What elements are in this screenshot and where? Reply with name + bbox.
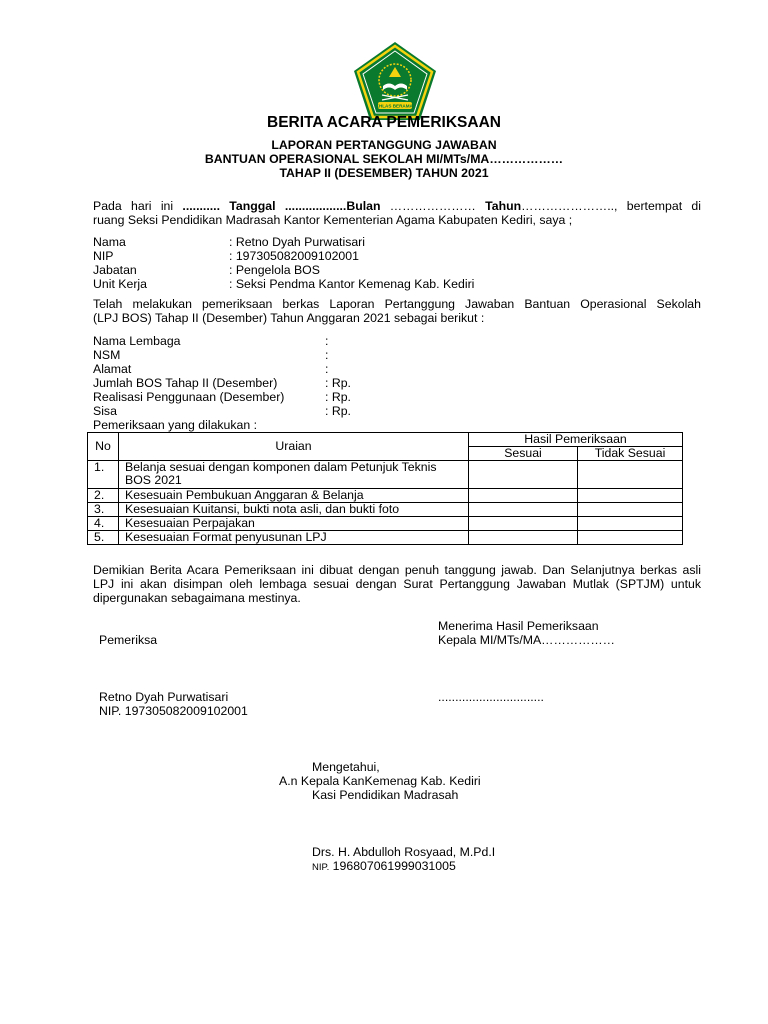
institution-value: : Rp.	[325, 376, 351, 390]
acknowledge-label: Mengetahui,	[312, 760, 380, 774]
institution-value: :	[325, 362, 329, 376]
statement-line-2: (LPJ BOS) Tahap II (Desember) Tahun Anggaran 2021 sebagai berikut :	[93, 311, 485, 325]
institution-label: Jumlah BOS Tahap II (Desember)	[93, 376, 278, 390]
examination-table	[87, 432, 683, 545]
table-row	[88, 489, 683, 503]
table-row	[88, 461, 683, 489]
officer-label: Nama	[93, 235, 126, 249]
table-row	[88, 517, 683, 531]
officer-value: : 197305082009102001	[229, 249, 359, 263]
receiver-title-2: Kepala MI/MTs/MA………………	[438, 633, 615, 647]
exam-label: Pemeriksaan yang dilakukan :	[93, 418, 258, 432]
header-uraian: Uraian	[119, 433, 469, 461]
row-no: 3.	[88, 503, 119, 517]
row-sesuai-cell	[469, 531, 578, 545]
officer-label: Unit Kerja	[93, 277, 147, 291]
institution-value: :	[325, 348, 329, 362]
table-header-row	[88, 433, 683, 447]
intro-line-1: Pada hari ini ........... Tanggal ..................Bulan ………………… Tahun………………….., bertempat di	[93, 199, 701, 213]
officer-label: Jabatan	[93, 263, 137, 277]
header-no: No	[88, 433, 119, 461]
row-uraian: Kesesuain Pembukuan Anggaran & Belanja	[119, 489, 469, 503]
row-no: 2.	[88, 489, 119, 503]
officer-value: : Pengelola BOS	[229, 263, 320, 277]
row-sesuai-cell	[469, 461, 578, 489]
header-tidak-sesuai: Tidak Sesuai	[578, 447, 683, 461]
acknowledge-authority: A.n Kepala KanKemenag Kab. Kediri	[279, 774, 481, 788]
statement-line-1: Telah melakukan pemeriksaan berkas Laporan Pertanggung Jawaban Bantuan Operasional Sekolah	[93, 297, 701, 311]
row-tidak-sesuai-cell	[578, 489, 683, 503]
head-nip	[312, 859, 456, 875]
institution-label: Alamat	[93, 362, 132, 376]
header-sesuai: Sesuai	[469, 447, 578, 461]
row-tidak-sesuai-cell	[578, 531, 683, 545]
institution-value: : Rp.	[325, 404, 351, 418]
document-title: BERITA ACARA PEMERIKSAAN	[267, 114, 501, 131]
closing-line-3: dipergunakan sebagaimana mestinya.	[93, 591, 301, 605]
officer-value: : Retno Dyah Purwatisari	[229, 235, 366, 249]
closing-line-1: Demikian Berita Acara Pemeriksaan ini dibuat dengan penuh tanggung jawab. Dan Selanjutnya berkas asli	[93, 563, 701, 577]
kemenag-emblem-icon	[352, 40, 438, 122]
officer-label: NIP	[93, 249, 114, 263]
row-tidak-sesuai-cell	[578, 517, 683, 531]
subtitle-1: LAPORAN PERTANGGUNG JAWABAN	[271, 138, 497, 152]
row-no: 4.	[88, 517, 119, 531]
institution-value: :	[325, 334, 329, 348]
receiver-name-placeholder: ...............................	[438, 690, 544, 704]
table-row	[88, 503, 683, 517]
logo-motto: IKHLAS BERAMAL	[374, 103, 416, 109]
institution-value: : Rp.	[325, 390, 351, 404]
receiver-title-1: Menerima Hasil Pemeriksaan	[438, 619, 599, 633]
header-hasil: Hasil Pemeriksaan	[469, 433, 683, 447]
row-uraian: Kesesuaian Format penyusunan LPJ	[119, 531, 469, 545]
head-nip-label: NIP.	[312, 862, 330, 873]
institution-label: NSM	[93, 348, 121, 362]
row-sesuai-cell	[469, 489, 578, 503]
officer-value: : Seksi Pendma Kantor Kemenag Kab. Kediri	[229, 277, 475, 291]
row-uraian: Belanja sesuai dengan komponen dalam Petunjuk Teknis BOS 2021	[119, 461, 469, 489]
table-row	[88, 531, 683, 545]
head-nip-value: 196807061999031005	[329, 859, 456, 873]
row-sesuai-cell	[469, 503, 578, 517]
row-tidak-sesuai-cell	[578, 503, 683, 517]
row-sesuai-cell	[469, 517, 578, 531]
row-uraian: Kesesuaian Perpajakan	[119, 517, 469, 531]
row-tidak-sesuai-cell	[578, 461, 683, 489]
institution-label: Realisasi Penggunaan (Desember)	[93, 390, 285, 404]
row-no: 5.	[88, 531, 119, 545]
subtitle-2: BANTUAN OPERASIONAL SEKOLAH MI/MTs/MA………………	[204, 152, 564, 166]
acknowledge-position: Kasi Pendidikan Madrasah	[312, 788, 459, 802]
examiner-title: Pemeriksa	[99, 633, 158, 647]
intro-line-2: ruang Seksi Pendidikan Madrasah Kantor Kementerian Agama Kabupaten Kediri, saya ;	[93, 213, 573, 227]
row-no: 1.	[88, 461, 119, 489]
institution-label: Nama Lembaga	[93, 334, 181, 348]
subtitle-3: TAHAP II (DESEMBER) TAHUN 2021	[279, 166, 489, 180]
row-uraian: Kesesuaian Kuitansi, bukti nota asli, dan bukti foto	[119, 503, 469, 517]
closing-line-2: LPJ ini akan disimpan oleh lembaga sesuai dengan Surat Pertanggung Jawaban Mutlak (SPTJM) untuk	[93, 577, 701, 591]
head-name: Drs. H. Abdulloh Rosyaad, M.Pd.I	[312, 845, 496, 859]
examiner-nip: NIP. 197305082009102001	[99, 704, 248, 718]
examiner-name: Retno Dyah Purwatisari	[99, 690, 229, 704]
institution-label: Sisa	[93, 404, 117, 418]
